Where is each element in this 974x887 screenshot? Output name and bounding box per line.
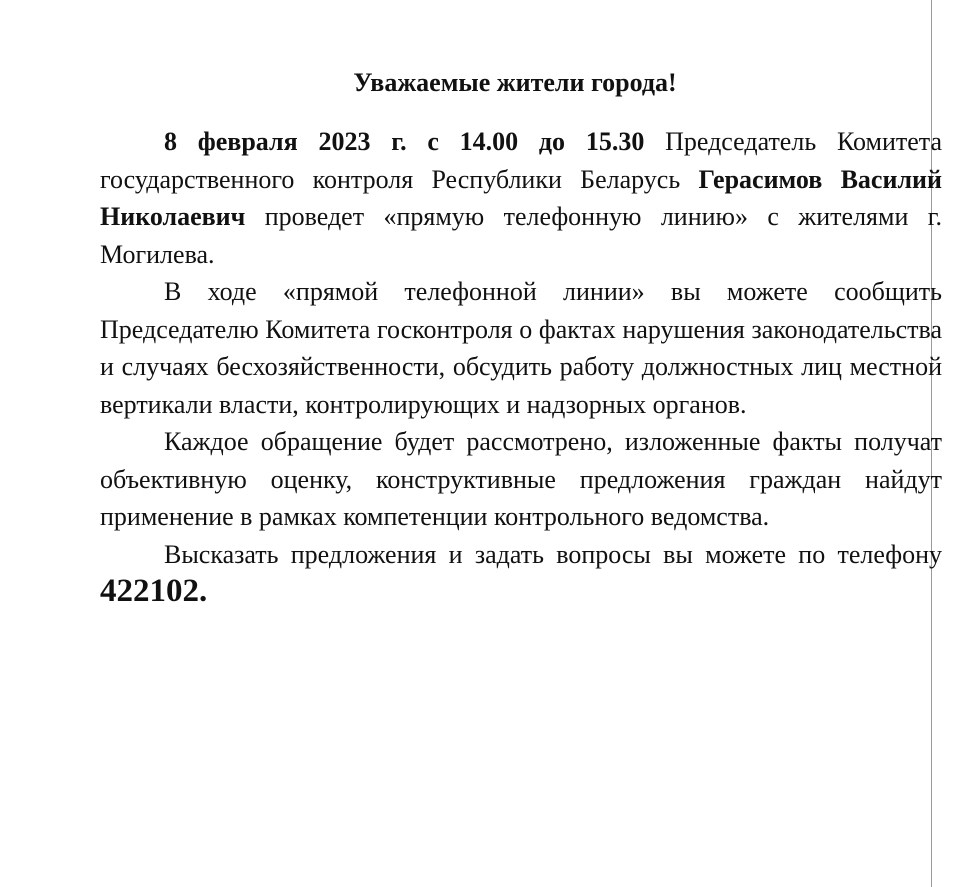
paragraph-topics: В ходе «прямой телефонной линии» вы можете сообщить Председателю Комитета госконтроля о фактах нарушения законодательства и случаях бесхозяйственности, обсудить работу должностных лиц местной вертикали власти, контролирующих и надзорных органов. <box>100 277 942 419</box>
document-title: Уважаемые жители города! <box>353 68 677 97</box>
document-body <box>100 123 942 612</box>
date-time-bold: 8 февраля 2023 г. с 14.00 до 15.30 <box>164 127 645 156</box>
contact-text: Высказать предложения и задать вопросы вы можете по телефону <box>164 539 942 569</box>
paragraph-consideration: Каждое обращение будет рассмотрено, изложенные факты получат объективную оценку, конструктивные предложения граждан найдут применение в рамках компетенции контрольного ведомства. <box>100 427 942 531</box>
official-name-bold: Герасимов Василий Николаевич <box>100 164 942 231</box>
paragraph-contact <box>100 536 942 612</box>
paragraph-announcement <box>100 123 942 273</box>
announcement-text-part1: Председатель Комитета государственного контроля Республики Беларусь <box>100 127 942 194</box>
announcement-text-part2: проведет «прямую телефонную линию» с жителями г. Могилева. <box>100 202 942 269</box>
phone-number: 422102. <box>100 573 208 609</box>
